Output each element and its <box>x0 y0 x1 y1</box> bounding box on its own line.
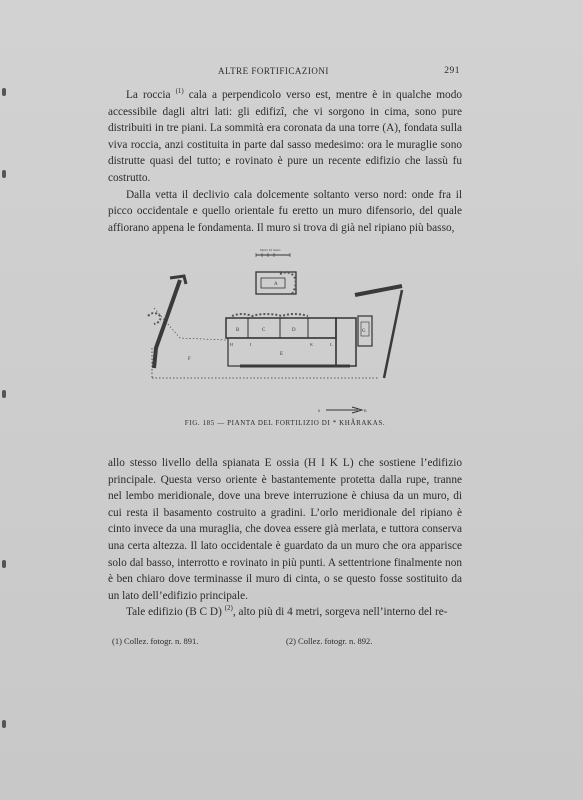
label-C: C <box>262 328 266 333</box>
label-F: F <box>188 357 191 362</box>
figure-fortress-plan <box>140 238 420 418</box>
label-A: A <box>274 282 278 287</box>
page-number: 291 <box>444 66 460 76</box>
paragraph-2: Dalla vetta il declivio cala dolcemente soltanto verso nord: onde fra il picco occidentale e quello orientale fu eretto un muro difensorio, del quale affiorano appena le fondamenta. Il muro si trova di già nel ripiano più basso, <box>108 188 462 234</box>
body-text-bottom <box>108 455 462 621</box>
paragraph-4: Tale edifizio (B C D) $^{(2)}$, alto più di 4 metri, sorgeva nell’interno del re- <box>126 604 448 619</box>
paragraph-1: La roccia $^{(1)}$ cala a perpendicolo verso est, mentre è in qualche modo accessibile dagli altri lati: gli edifizî, che vi sorgono in cima, sono pure distribuiti in tre piani. La sommità era coronata da una torre (A), fondata sulla viva roccia, anzi costituita in parte dal sasso medesimo: ora le muraglie sono distrutte quasi del tutto; e rovinato è pure un recente edifizio che lassù fu costrutto. <box>108 87 463 184</box>
label-I: I <box>250 342 252 347</box>
scale-label: Metri 10 metri <box>260 248 281 252</box>
label-K: K <box>310 342 313 347</box>
footnote-1: (1) Collez. fotogr. n. 891. <box>112 636 199 646</box>
page-header <box>108 66 460 82</box>
paragraph-3: allo stesso livello della spianata E ossia (H I K L) che sostiene l’edifizio principale. Questa verso oriente è bastantemente protetta dalla rupe, tranne nel lembo meridionale, dove una breve interruzione è chiusa da un muro, di cui resta il basamento costruito a gradini. L’orlo meridionale del ripiano è cinto invece da una muraglia, che dovea essere già merlata, e tuttora conserva una certa altezza. Il lato occidentale è guardato da un muro che ora apparisce solo dal basso, interrotto e rovinato in più punti. A settentrione finalmente non è ben chiaro dove terminasse il muro di cinta, o se questo fosse sostituito da un lato dell’edifizio principale. <box>108 457 462 602</box>
footnote-ref-2[interactable]: (2) <box>224 604 233 613</box>
label-B: B <box>236 328 240 333</box>
footnote-ref-1[interactable]: (1) <box>175 87 184 96</box>
label-L: L <box>330 342 333 347</box>
label-G: G <box>362 329 366 334</box>
label-D: D <box>292 328 296 333</box>
label-H: H <box>230 342 233 347</box>
running-title: ALTRE FORTIFICAZIONI <box>218 66 329 76</box>
figure-caption: FIG. 185 — PIANTA DEL FORTILIZIO DI * KHÂRAKAS. <box>184 419 386 427</box>
label-E: E <box>280 352 284 357</box>
footnote-2: (2) Collez. fotogr. n. 892. <box>286 636 373 646</box>
north-arrow-s: s <box>318 409 320 414</box>
body-text-top <box>108 87 462 236</box>
plan-drawing <box>140 238 420 418</box>
north-arrow-n: n <box>364 409 367 414</box>
binding-marks <box>0 0 12 800</box>
